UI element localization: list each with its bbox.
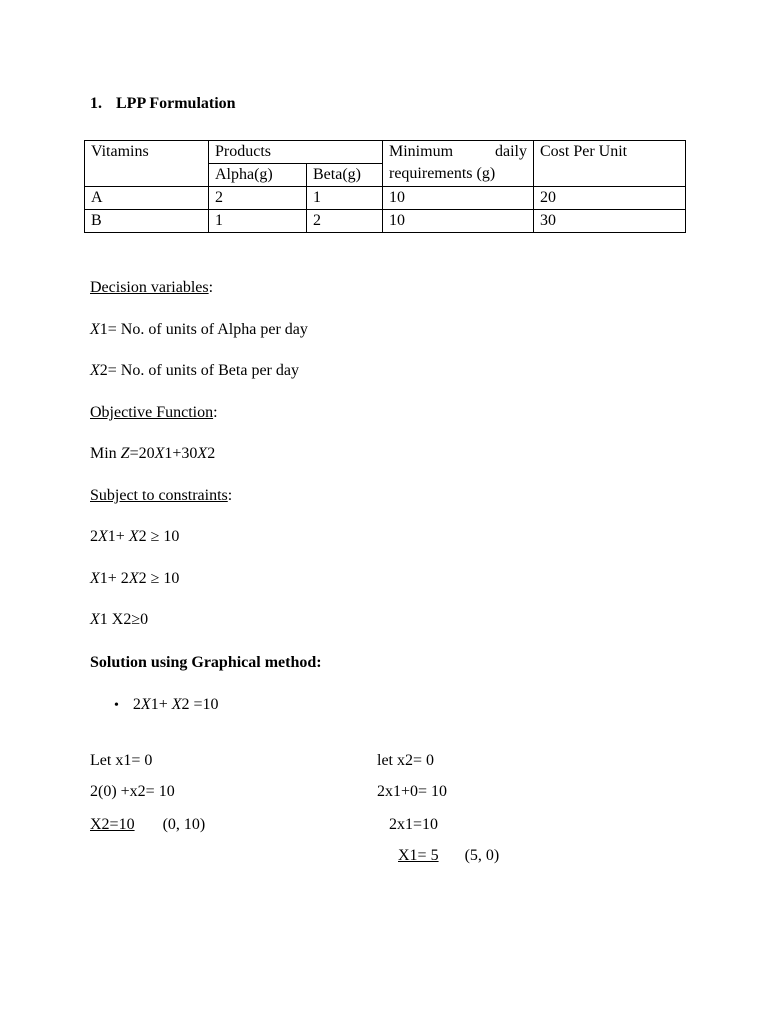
eq-text: 1+30 (164, 445, 198, 462)
objective-colon: : (213, 404, 218, 421)
eq-text: 1+ (107, 528, 129, 545)
right-point: (5, 0) (464, 847, 500, 864)
solution-heading: Solution using Graphical method: (90, 654, 322, 671)
eq-text: 2 ≥ 10 (138, 528, 180, 545)
left-point: (0, 10) (162, 816, 206, 833)
header-min-word1: Minimum (389, 143, 454, 160)
right-step-1: let x2= 0 (377, 752, 435, 769)
header-alpha: Alpha(g) (209, 164, 307, 187)
table-row (85, 210, 686, 233)
cell-cost: 20 (534, 187, 686, 210)
eq-text: 1+ (150, 696, 172, 713)
eq-text: =20 (129, 445, 155, 462)
right-step-3: 2x1=10 (389, 816, 439, 833)
solution-bullet-item (114, 695, 219, 716)
eq-text: 1 X2≥0 (99, 611, 149, 628)
section-heading (90, 94, 236, 114)
var-x: X (171, 696, 182, 713)
decision-variables-heading (90, 278, 213, 298)
header-beta: Beta(g) (307, 164, 383, 187)
table-row (85, 187, 686, 210)
cell-alpha: 2 (209, 187, 307, 210)
cell-vitamin: B (85, 210, 209, 233)
cell-vitamin: A (85, 187, 209, 210)
eq-text: 2 ≥ 10 (138, 570, 180, 587)
right-result: X1= 5 (398, 847, 439, 864)
var-x: X (197, 445, 208, 462)
table-header-row (85, 141, 686, 164)
right-step-2: 2x1+0= 10 (377, 783, 448, 800)
eq-text: 2 (132, 696, 141, 713)
constraint-1 (90, 527, 179, 547)
var-x: X (98, 528, 108, 545)
heading-number: 1. (90, 95, 102, 112)
bullet-icon: • (114, 698, 119, 713)
left-step-1: Let x1= 0 (90, 752, 153, 769)
constraints-label: Subject to constraints (90, 487, 228, 504)
eq-text: 2 =10 (181, 696, 219, 713)
cell-min: 10 (383, 210, 534, 233)
constraints-colon: : (227, 487, 233, 504)
var-x: X (90, 570, 100, 587)
var-x: X (128, 528, 139, 545)
constraint-2 (90, 569, 179, 589)
header-cost: Cost Per Unit (534, 141, 686, 187)
var-x: X (140, 696, 151, 713)
var-x: X (90, 611, 100, 628)
eq-text: 2 (90, 528, 98, 545)
decision-x2-line (90, 361, 299, 381)
var-x: X (90, 321, 100, 338)
right-step-4 (398, 846, 499, 866)
decision-label: Decision variables (90, 279, 209, 296)
constraint-nonneg (90, 610, 148, 630)
header-min-word2: daily (495, 143, 527, 160)
cell-alpha: 1 (209, 210, 307, 233)
header-min-line2: requirements (g) (389, 165, 496, 182)
decision-x1-text: 1= No. of units of Alpha per day (99, 321, 308, 338)
var-x: X (128, 570, 139, 587)
cell-beta: 1 (307, 187, 383, 210)
var-z: Z (120, 445, 130, 462)
eq-text: 1+ 2 (99, 570, 129, 587)
objective-equation (90, 444, 215, 464)
header-products: Products (209, 141, 383, 164)
decision-colon: : (208, 279, 214, 296)
left-result: X2=10 (90, 816, 135, 833)
header-minimum-daily (383, 141, 534, 187)
objective-label: Objective Function (90, 404, 214, 421)
cell-beta: 2 (307, 210, 383, 233)
left-step-2: 2(0) +x2= 10 (90, 783, 175, 800)
constraints-heading (90, 486, 232, 506)
var-x: X (90, 362, 100, 379)
cell-cost: 30 (534, 210, 686, 233)
objective-heading (90, 403, 218, 423)
var-x: X (154, 445, 165, 462)
vitamins-table (84, 140, 686, 233)
eq-text: 2 (207, 445, 216, 462)
cell-min: 10 (383, 187, 534, 210)
eq-text: Min (90, 445, 121, 462)
decision-x1-line (90, 320, 308, 340)
heading-title: LPP Formulation (116, 95, 236, 112)
left-step-3 (90, 815, 205, 835)
decision-x2-text: 2= No. of units of Beta per day (99, 362, 299, 379)
header-vitamins: Vitamins (85, 141, 209, 187)
